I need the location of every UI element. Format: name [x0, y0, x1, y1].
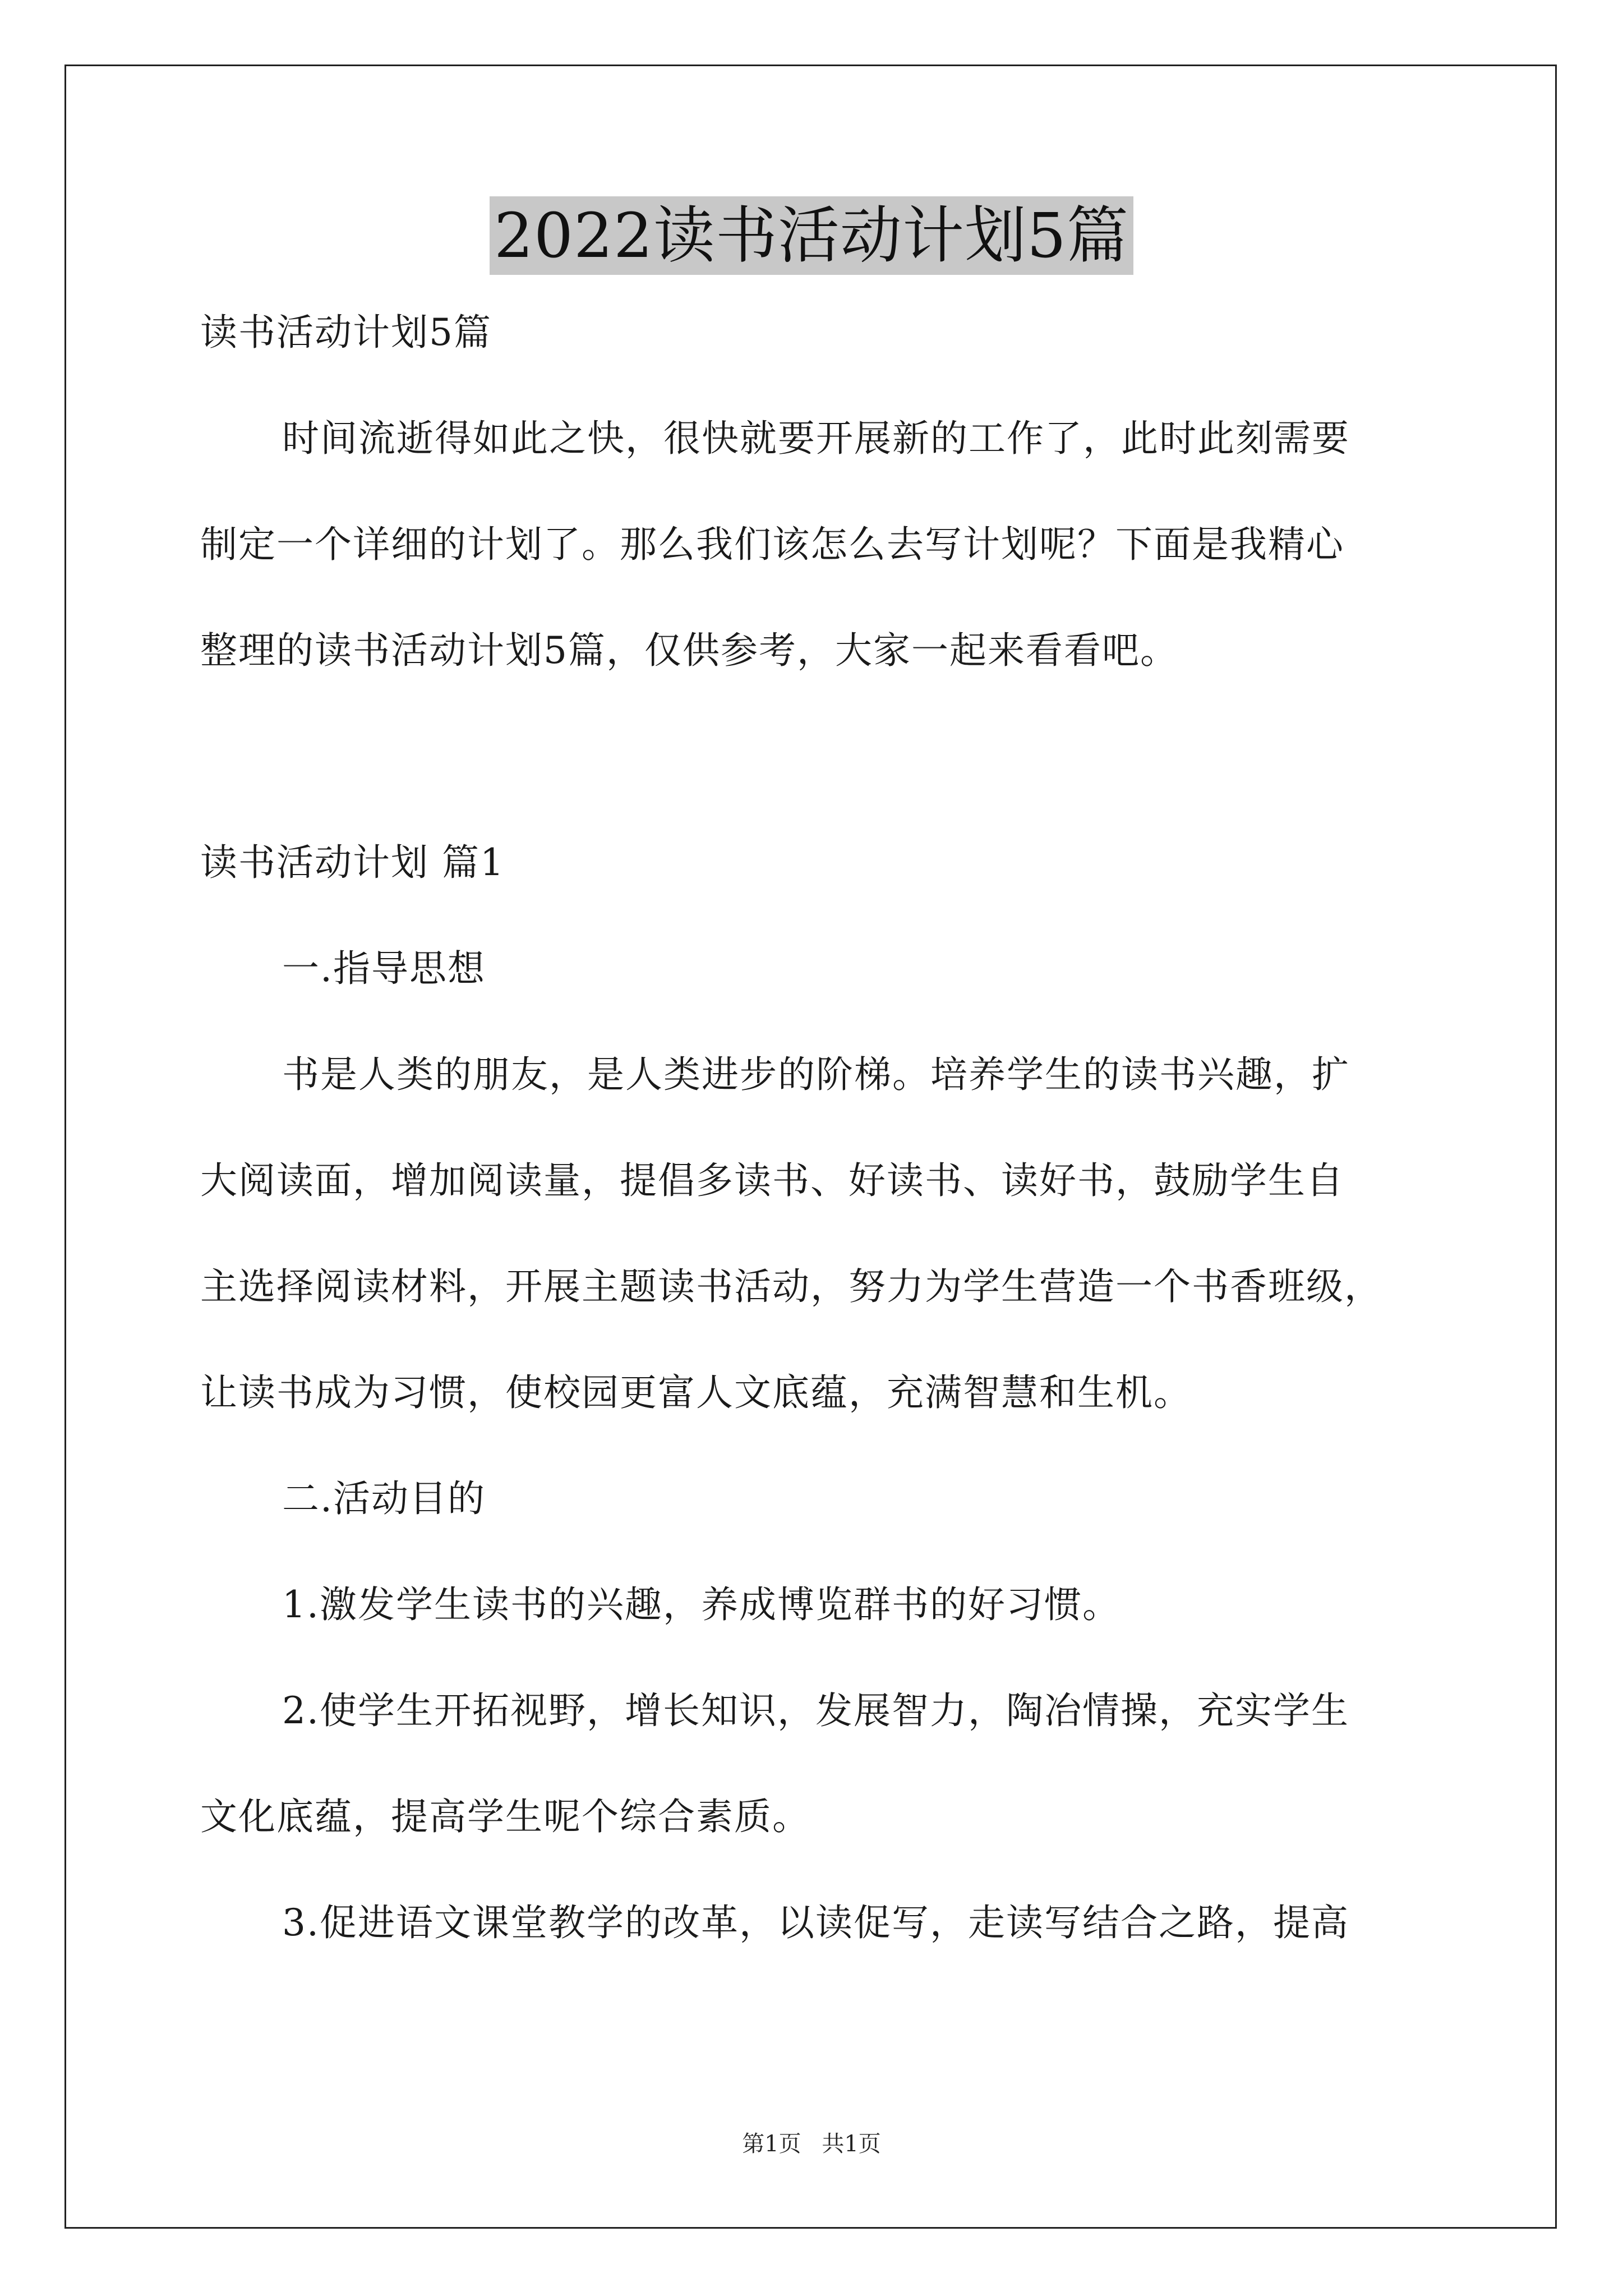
subtitle: 读书活动计划5篇 [200, 311, 492, 354]
section-heading: 读书活动计划 篇1 [200, 841, 505, 884]
intro-line-3: 整理的读书活动计划5篇，仅供参考，大家一起来看看吧。 [200, 629, 1178, 672]
document-title: 2022读书活动计划5篇 [490, 196, 1133, 275]
document-body [200, 306, 1456, 1950]
para-1-line-2: 大阅读面，增加阅读量，提倡多读书、好读书、读好书，鼓励学生自 [200, 1159, 1344, 1202]
intro-line-1: 时间流逝得如此之快，很快就要开展新的工作了，此时此刻需要 [282, 417, 1350, 460]
intro-line-2: 制定一个详细的计划了。那么我们该怎么去写计划呢？下面是我精心 [200, 523, 1344, 566]
footer-total-pages: 共1页 [822, 2131, 881, 2157]
title-container [0, 196, 1623, 275]
heading-guiding-ideology: 一.指导思想 [282, 947, 486, 990]
item-3-line-1: 3.促进语文课堂教学的改革，以读促写，走读写结合之路，提高 [282, 1901, 1349, 1944]
page-footer [0, 2126, 1623, 2158]
para-1-line-3: 主选择阅读材料，开展主题读书活动，努力为学生营造一个书香班级， [200, 1265, 1382, 1308]
heading-activity-purpose: 二.活动目的 [282, 1477, 486, 1520]
footer-page-number: 第1页 [742, 2131, 801, 2157]
item-2-line-1: 2.使学生开拓视野，增长知识，发展智力，陶冶情操，充实学生 [282, 1689, 1349, 1732]
item-1: 1.激发学生读书的兴趣，养成博览群书的好习惯。 [282, 1583, 1121, 1626]
para-1-line-1: 书是人类的朋友，是人类进步的阶梯。培养学生的读书兴趣，扩 [282, 1053, 1350, 1096]
para-1-line-4: 让读书成为习惯，使校园更富人文底蕴，充满智慧和生机。 [200, 1371, 1192, 1414]
item-2-line-2: 文化底蕴，提高学生呢个综合素质。 [200, 1795, 810, 1838]
